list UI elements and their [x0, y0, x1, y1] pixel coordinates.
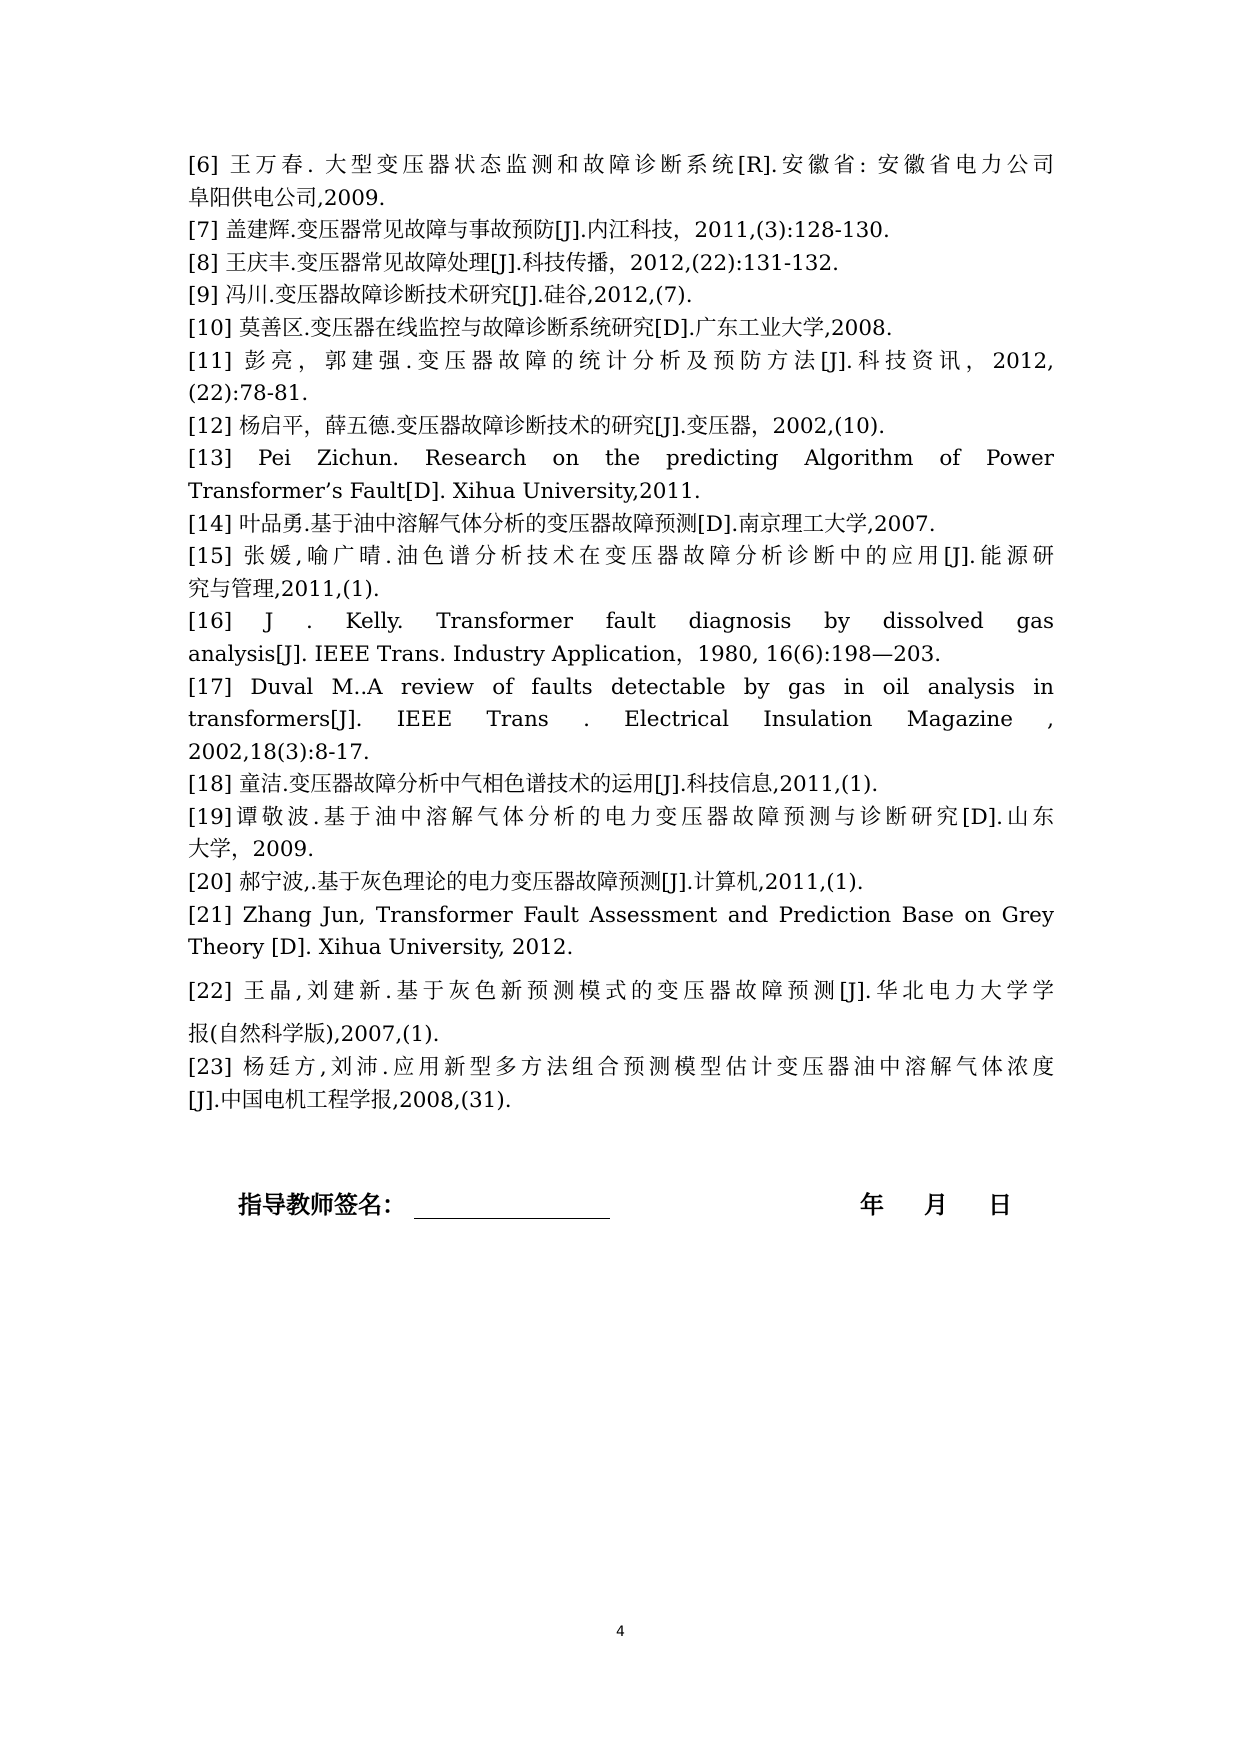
reference-item [188, 150, 1054, 215]
reference-line: [14] 叶品勇.基于油中溶解气体分析的变压器故障预测[D].南京理工大学,2007. [188, 511, 936, 537]
reference-line: [22] 王晶,刘建新.基于灰色新预测模式的变压器故障预测[J].华北电力大学学 [188, 978, 1054, 1004]
reference-line: Transformer’s Fault[D]. Xihua University,2011. [188, 478, 701, 504]
reference-line: [8] 王庆丰.变压器常见故障处理[J].科技传播，2012,(22):131-132. [188, 250, 839, 276]
reference-item [188, 280, 1054, 313]
reference-line: [17] Duval M..A review of faults detectable by gas in oil analysis in [188, 674, 1054, 700]
reference-line: 阜阳供电公司,2009. [188, 185, 386, 211]
month-label: 月 [924, 1191, 948, 1219]
reference-line: [16] J . Kelly. Transformer fault diagnosis by dissolved gas [188, 609, 1054, 635]
signature-date [860, 1188, 1012, 1222]
reference-line: 2002,18(3):8-17. [188, 739, 370, 765]
reference-item [188, 672, 1054, 770]
advisor-signature-label: 指导教师签名： [238, 1191, 406, 1219]
reference-line: [J].中国电机工程学报,2008,(31). [188, 1087, 512, 1113]
reference-line: Theory [D]. Xihua University, 2012. [188, 935, 574, 961]
signature-line [414, 1218, 610, 1219]
reference-item [188, 769, 1054, 802]
reference-line: [15] 张媛,喻广晴.油色谱分析技术在变压器故障分析诊断中的应用[J].能源研 [188, 544, 1054, 570]
reference-item [188, 346, 1054, 411]
reference-item [188, 1052, 1054, 1117]
reference-line: [18] 童洁.变压器故障分析中气相色谱技术的运用[J].科技信息,2011,(1). [188, 772, 879, 798]
reference-line: [13] Pei Zichun. Research on the predicting Algorithm of Power [188, 446, 1054, 472]
reference-item [188, 900, 1054, 965]
reference-line: [10] 莫善区.变压器在线监控与故障诊断系统研究[D].广东工业大学,2008. [188, 315, 893, 341]
reference-line: [6] 王万春. 大型变压器状态监测和故障诊断系统[R].安徽省: 安徽省电力公司 [188, 153, 1054, 178]
reference-item [188, 802, 1054, 867]
reference-item [188, 215, 1054, 248]
reference-line: 究与管理,2011,(1). [188, 576, 380, 602]
reference-item [188, 313, 1054, 346]
reference-line: analysis[J]. IEEE Trans. Industry Application，1980, 16(6):198—203. [188, 641, 942, 667]
reference-line: [9] 冯川.变压器故障诊断技术研究[J].硅谷,2012,(7). [188, 283, 693, 309]
reference-item [188, 443, 1054, 508]
reference-item [188, 976, 1054, 1052]
year-label: 年 [860, 1191, 884, 1219]
reference-line: transformers[J]. IEEE Trans . Electrical Insulation Magazine , [188, 707, 1054, 733]
reference-item [188, 541, 1054, 606]
reference-line: [20] 郝宁波,.基于灰色理论的电力变压器故障预测[J].计算机,2011,(1). [188, 870, 864, 896]
reference-line: [12] 杨启平，薛五德.变压器故障诊断技术的研究[J].变压器，2002,(10). [188, 413, 886, 439]
reference-line: 报(自然科学版),2007,(1). [188, 1022, 440, 1048]
reference-item [188, 867, 1054, 900]
reference-item [188, 248, 1054, 281]
reference-line: [7] 盖建辉.变压器常见故障与事故预防[J].内江科技，2011,(3):128-130. [188, 218, 890, 244]
reference-line: 大学，2009. [188, 837, 315, 863]
reference-line: [23] 杨廷方,刘沛.应用新型多方法组合预测模型估计变压器油中溶解气体浓度 [188, 1055, 1054, 1081]
reference-line: [21] Zhang Jun, Transformer Fault Assessment and Prediction Base on Grey [188, 902, 1054, 928]
reference-line: [19]谭敬波.基于油中溶解气体分析的电力变压器故障预测与诊断研究[D].山东 [188, 804, 1054, 830]
reference-list [188, 150, 1054, 1117]
reference-line: (22):78-81. [188, 381, 309, 407]
page-number: 4 [616, 1624, 625, 1640]
reference-item [188, 606, 1054, 671]
reference-item [188, 411, 1054, 444]
day-label: 日 [988, 1191, 1012, 1219]
reference-line: [11] 彭亮，郭建强.变压器故障的统计分析及预防方法[J].科技资讯，2012, [188, 348, 1054, 374]
reference-item [188, 509, 1054, 542]
